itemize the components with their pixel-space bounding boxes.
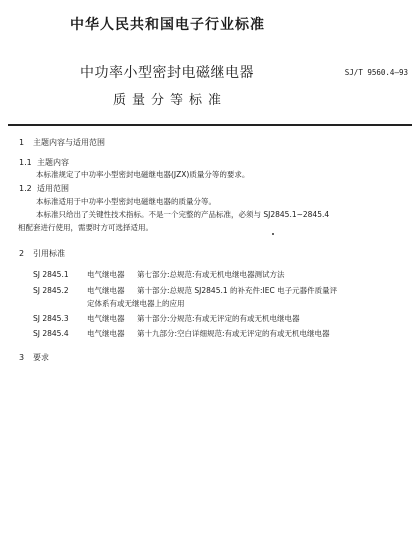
section-1-number: 1 [19,138,25,147]
standard-title: 中华人民共和国电子行业标准 [70,17,265,33]
section-1-2-body-3: 相配套进行使用，需要时方可选择适用。 [18,223,153,232]
reference-code: SJ 2845.2 [33,286,69,295]
section-3-title: 要求 [33,353,49,362]
document-title: 中功率小型密封电磁继电器 [80,65,254,81]
section-1-2-body-1: 本标准适用于中功率小型密封电磁继电器的质量分等。 [36,197,216,206]
section-1-2-body-2: 本标准只给出了关键性技术指标。不是一个完整的产品标准，必须与 SJ2845.1~2845.4 [36,210,330,219]
section-1-1-heading [19,157,69,168]
reference-row [33,286,337,296]
reference-text: 第十九部分:空白详细规范:有或无评定的有或无机电继电器 [137,329,330,338]
scan-speck [272,233,274,235]
section-1-2-title: 适用范围 [37,184,69,193]
reference-row [33,329,330,339]
reference-name: 电气继电器 [87,314,125,323]
section-1-1-title: 主题内容 [37,158,69,167]
reference-code: SJ 2845.4 [33,329,69,338]
section-1-2-number: 1.2 [19,184,32,193]
section-3-number: 3 [19,353,25,362]
reference-text: 第七部分:总规范:有或无机电继电器测试方法 [137,270,285,279]
reference-text: 第十部分:总规范 SJ2845.1 的补充件:IEC 电子元器件质量评 [137,286,338,295]
reference-name: 电气继电器 [87,270,125,279]
header-divider [8,124,412,126]
section-2-heading [19,248,65,259]
reference-name: 电气继电器 [87,329,125,338]
reference-text: 第十部分:分规范:有或无评定的有或无机电继电器 [137,314,300,323]
section-1-title: 主题内容与适用范围 [33,138,105,147]
reference-text-continued: 定体系有或无继电器上的应用 [87,299,185,308]
reference-code: SJ 2845.3 [33,314,69,323]
reference-code: SJ 2845.1 [33,270,69,279]
section-1-heading [19,137,105,148]
section-3-heading [19,352,49,363]
section-1-1-number: 1.1 [19,158,32,167]
document-subtitle: 质量分等标准 [113,93,228,108]
standard-number: SJ/T 9560.4—93 [344,68,408,77]
reference-row [33,270,285,280]
section-1-1-body: 本标准规定了中功率小型密封电磁继电器(JZX)质量分等的要求。 [36,170,250,179]
section-2-number: 2 [19,249,25,258]
section-2-title: 引用标准 [33,249,65,258]
section-1-2-heading [19,183,69,194]
reference-name: 电气继电器 [87,286,125,295]
reference-row [33,314,300,324]
